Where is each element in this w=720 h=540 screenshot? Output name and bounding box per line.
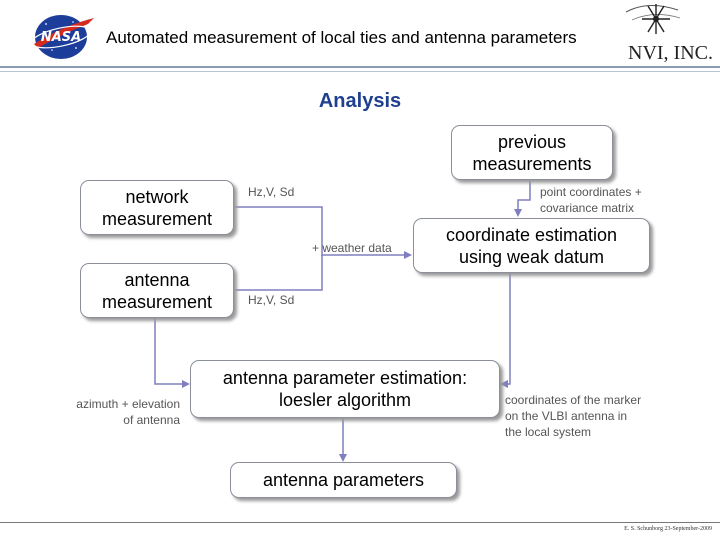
edge-label-point-covariance [540, 184, 642, 216]
edge-label-line: point coordinates + [540, 185, 642, 199]
edge-label-marker-coordinates [505, 392, 641, 440]
node-label-line: measurement [101, 291, 213, 312]
edge-antenna-to-coord [235, 255, 322, 290]
node-coordinate-estimation [413, 218, 650, 273]
node-label-line: using weak datum [458, 246, 605, 267]
edge-label-hz-network: Hz,V, Sd [248, 185, 295, 199]
edge-label-line: azimuth + elevation [76, 397, 180, 411]
edge-label-line: the local system [505, 425, 592, 439]
edge-antenna-to-estimation [155, 318, 188, 384]
edge-label-line: on the VLBI antenna in [505, 409, 628, 423]
node-label-line: network [125, 186, 189, 207]
edge-label-azimuth-elevation [58, 396, 180, 428]
footer-credit: E. S. Schunborg 23-September-2009 [624, 526, 712, 532]
edge-label-weather: + weather data [312, 241, 392, 255]
edge-previous-to-coord [518, 180, 530, 215]
node-label-line: antenna [124, 269, 190, 290]
node-label-line: previous [497, 131, 567, 152]
node-network-measurement [80, 180, 234, 235]
edge-label-hz-antenna: Hz,V, Sd [248, 293, 295, 307]
node-antenna-measurement [80, 263, 234, 318]
node-label-line: antenna parameters [262, 470, 425, 490]
node-label-line: antenna parameter estimation: [222, 368, 468, 388]
nasa-logo-text: NASA [40, 30, 82, 45]
node-antenna-parameters [230, 462, 457, 498]
edge-label-line: of antenna [123, 413, 180, 427]
footer-divider [0, 522, 720, 523]
section-heading: Analysis [318, 90, 402, 112]
edge-label-line: covariance matrix [540, 201, 635, 215]
node-label-line: measurements [472, 153, 592, 174]
node-label-line: loesler algorithm [278, 390, 412, 410]
edge-coord-to-estimation [502, 272, 510, 384]
page-title: Automated measurement of local ties and antenna parameters [106, 28, 577, 47]
edge-label-line: coordinates of the marker [505, 393, 642, 407]
node-label-line: measurement [101, 208, 213, 229]
node-previous-measurements [451, 125, 613, 180]
node-label-line: coordinate estimation [445, 224, 618, 245]
node-antenna-parameter-estimation [190, 360, 500, 418]
nvi-logo-text: NVI, INC. [628, 42, 713, 64]
